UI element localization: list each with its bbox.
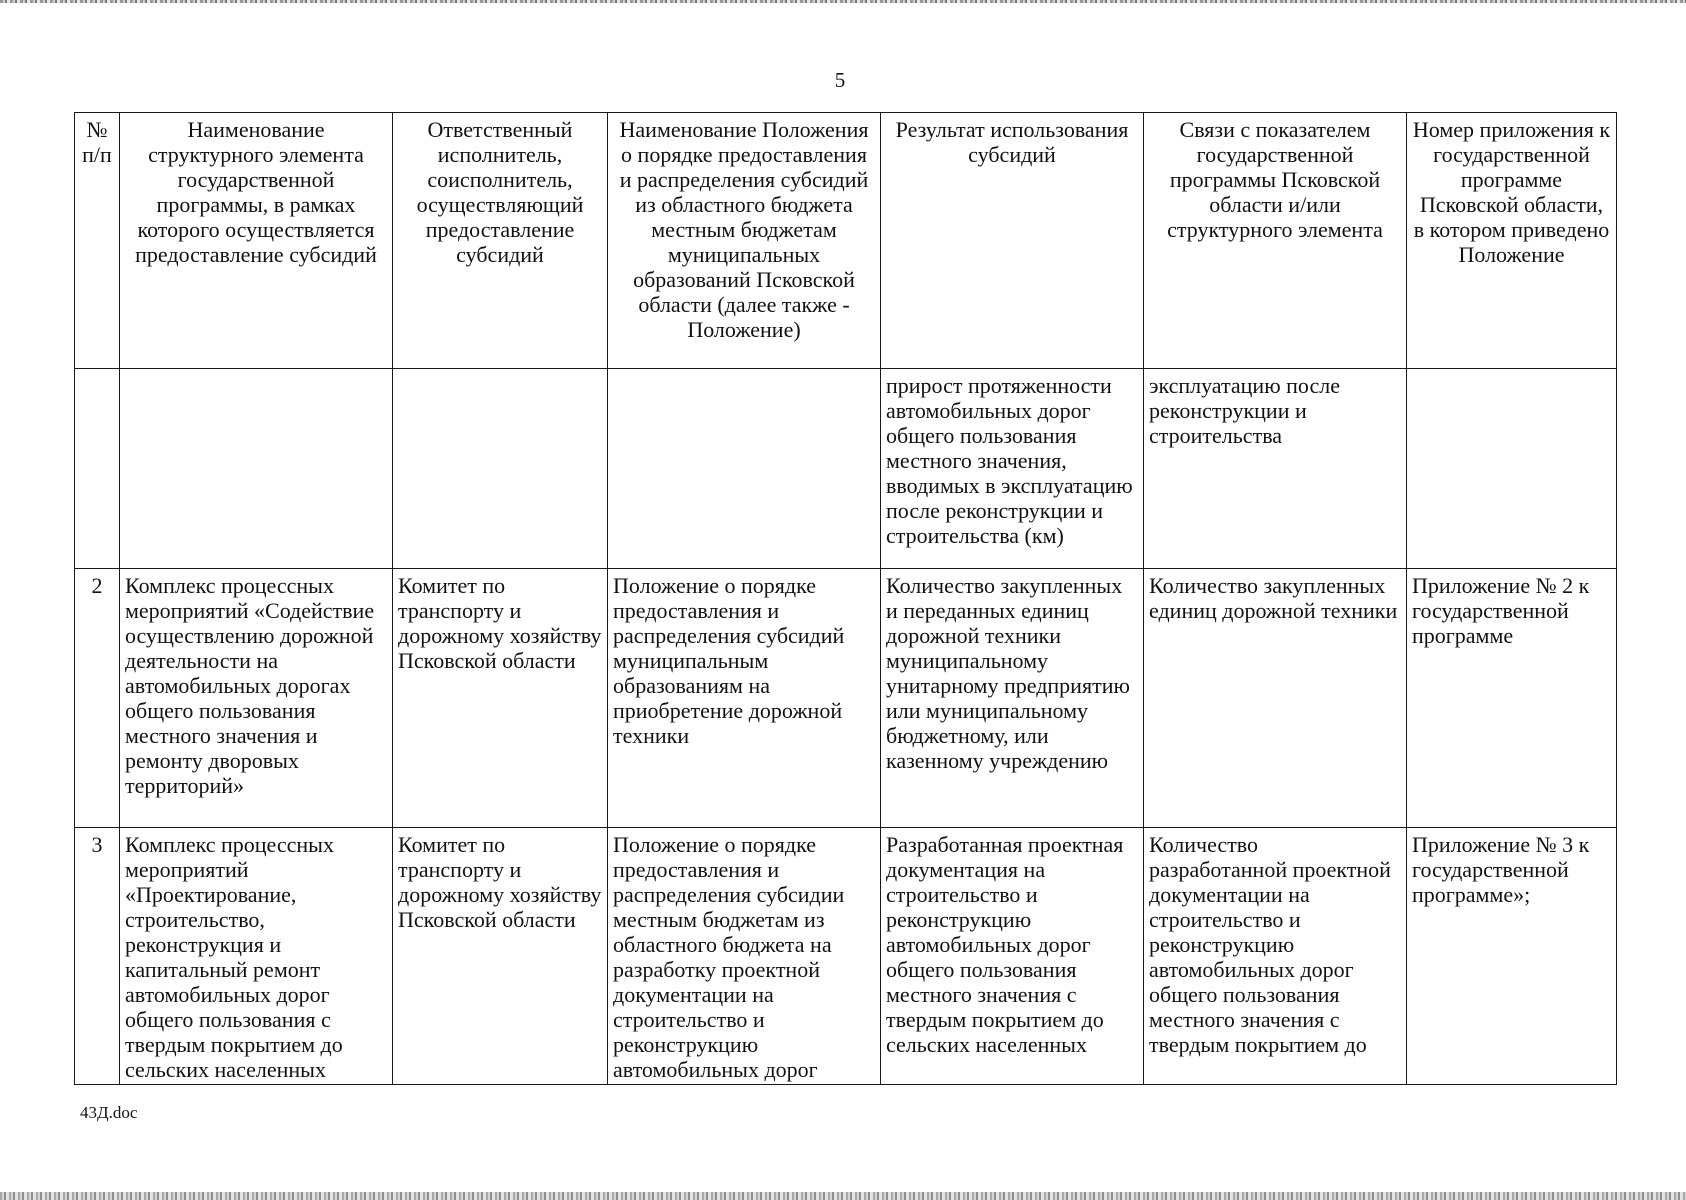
row-number: 3 — [75, 828, 120, 1085]
header-appendix-number: Номер приложения к государственной программе Псковской области, в котором приведено Положение — [1407, 113, 1617, 369]
row-executor: Комитет по транспорту и дорожному хозяйству Псковской области — [393, 569, 608, 828]
row-executor — [393, 369, 608, 569]
row-element — [120, 369, 393, 569]
row-result: Количество закупленных и переданных единиц дорожной техники муниципальному унитарному предприятию или муниципальному бюджетному, или казенному учреждению — [881, 569, 1144, 828]
table-header-row — [75, 113, 1617, 369]
row-result: Разработанная проектная документация на строительство и реконструкцию автомобильных дорог общего пользования местного значения с твердым покрытием до сельских населенных — [881, 828, 1144, 1085]
row-link: эксплуатацию после реконструкции и строительства — [1144, 369, 1407, 569]
table-row — [75, 369, 1617, 569]
table-row — [75, 569, 1617, 828]
row-executor: Комитет по транспорту и дорожному хозяйству Псковской области — [393, 828, 608, 1085]
row-regulation: Положение о порядке предоставления и распределения субсидий муниципальным образованиям на приобретение дорожной техники — [608, 569, 881, 828]
header-executor: Ответственный исполнитель, соисполнитель, осуществляющий предоставление субсидий — [393, 113, 608, 369]
header-number: № п/п — [75, 113, 120, 369]
header-indicator-link: Связи с показателем государственной программы Псковской области и/или структурного элемента — [1144, 113, 1407, 369]
document-filename: 43Д.doc — [80, 1103, 138, 1122]
row-regulation — [608, 369, 881, 569]
subsidy-table — [74, 112, 1617, 1085]
row-regulation: Положение о порядке предоставления и распределения субсидии местным бюджетам из областного бюджета на разработку проектной документации на строительство и реконструкцию автомобильных дорог — [608, 828, 881, 1085]
row-appendix: Приложение № 2 к государственной программе — [1407, 569, 1617, 828]
row-link: Количество разработанной проектной документации на строительство и реконструкцию автомобильных дорог общего пользования местного значения с твердым покрытием до — [1144, 828, 1407, 1085]
row-element: Комплекс процессных мероприятий «Содействие осуществлению дорожной деятельности на автомобильных дорогах общего пользования местного значения и ремонту дворовых территорий» — [120, 569, 393, 828]
scan-edge-bottom — [0, 1192, 1686, 1200]
row-number — [75, 369, 120, 569]
row-number: 2 — [75, 569, 120, 828]
row-element: Комплекс процессных мероприятий «Проектирование, строительство, реконструкция и капитальный ремонт автомобильных дорог общего пользования с твердым покрытием до сельских населенных — [120, 828, 393, 1085]
header-regulation: Наименование Положения о порядке предоставления и распределения субсидий из областного бюджета местным бюджетам муниципальных образований Псковской области (далее также - Положение) — [608, 113, 881, 369]
header-structural-element: Наименование структурного элемента государственной программы, в рамках которого осуществляется предоставление субсидий — [120, 113, 393, 369]
table-row — [75, 828, 1617, 1085]
row-appendix: Приложение № 3 к государственной программе»; — [1407, 828, 1617, 1085]
page-number: 5 — [834, 68, 846, 92]
row-appendix — [1407, 369, 1617, 569]
row-link: Количество закупленных единиц дорожной техники — [1144, 569, 1407, 828]
row-result: прирост протяженности автомобильных дорог общего пользования местного значения, вводимых в эксплуатацию после реконструкции и строительства (км) — [881, 369, 1144, 569]
header-result: Результат использования субсидий — [881, 113, 1144, 369]
scan-edge-top — [0, 0, 1686, 3]
